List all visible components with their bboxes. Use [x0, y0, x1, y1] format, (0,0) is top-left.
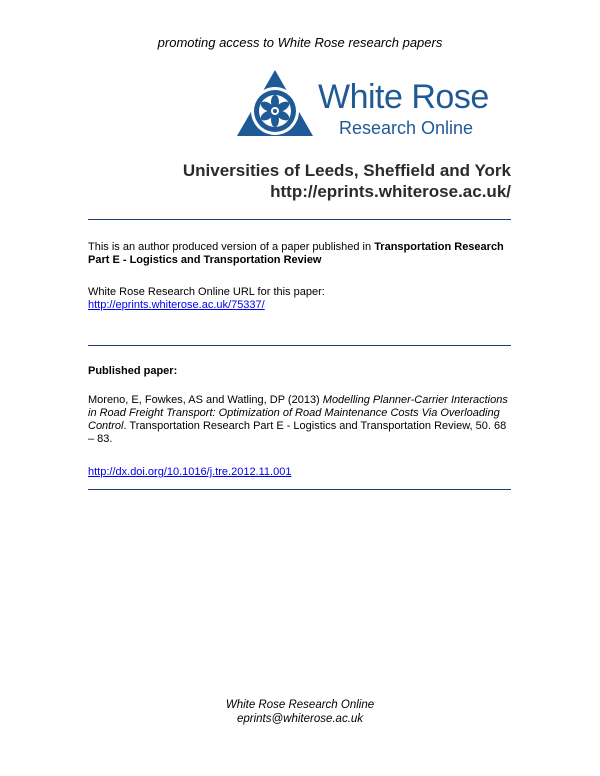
- citation-prefix: Moreno, E, Fowkes, AS and Watling, DP (2013): [88, 394, 323, 406]
- divider-middle: [88, 345, 511, 346]
- logo-name: White Rose: [318, 78, 489, 116]
- footer-email: eprints@whiterose.ac.uk: [236, 713, 364, 725]
- url-label: White Rose Research Online URL for this paper:: [88, 286, 325, 298]
- white-rose-logo-icon: [235, 68, 315, 138]
- logo-subtitle: Research Online: [339, 118, 474, 138]
- doi-link[interactable]: http://dx.doi.org/10.1016/j.tre.2012.11.001: [88, 466, 292, 478]
- citation: [88, 394, 511, 446]
- tagline: promoting access to White Rose research papers: [157, 35, 443, 50]
- repository-url: http://eprints.whiterose.ac.uk/: [270, 182, 511, 201]
- universities-heading: Universities of Leeds, Sheffield and York: [182, 161, 511, 180]
- published-heading: Published paper:: [88, 365, 178, 377]
- journal-name: Transportation Research Part E - Logistics and Transportation Review: [88, 241, 504, 266]
- footer-name: White Rose Research Online: [225, 699, 375, 711]
- doi-line: [88, 466, 511, 479]
- intro-text: This is an author produced version of a paper published in: [88, 241, 375, 253]
- divider-bottom: [88, 489, 511, 490]
- url-section: [88, 286, 511, 312]
- eprint-link[interactable]: http://eprints.whiterose.ac.uk/75337/: [88, 299, 265, 311]
- paper-title: Modelling Planner-Carrier Interactions in Road Freight Transport: Optimization of Road Maintenance Costs Via Overloading Control: [88, 394, 508, 432]
- citation-suffix: . Transportation Research Part E - Logistics and Transportation Review, 50. 68 – 83.: [88, 420, 507, 445]
- divider-top: [88, 219, 511, 220]
- intro-paragraph: [88, 241, 511, 267]
